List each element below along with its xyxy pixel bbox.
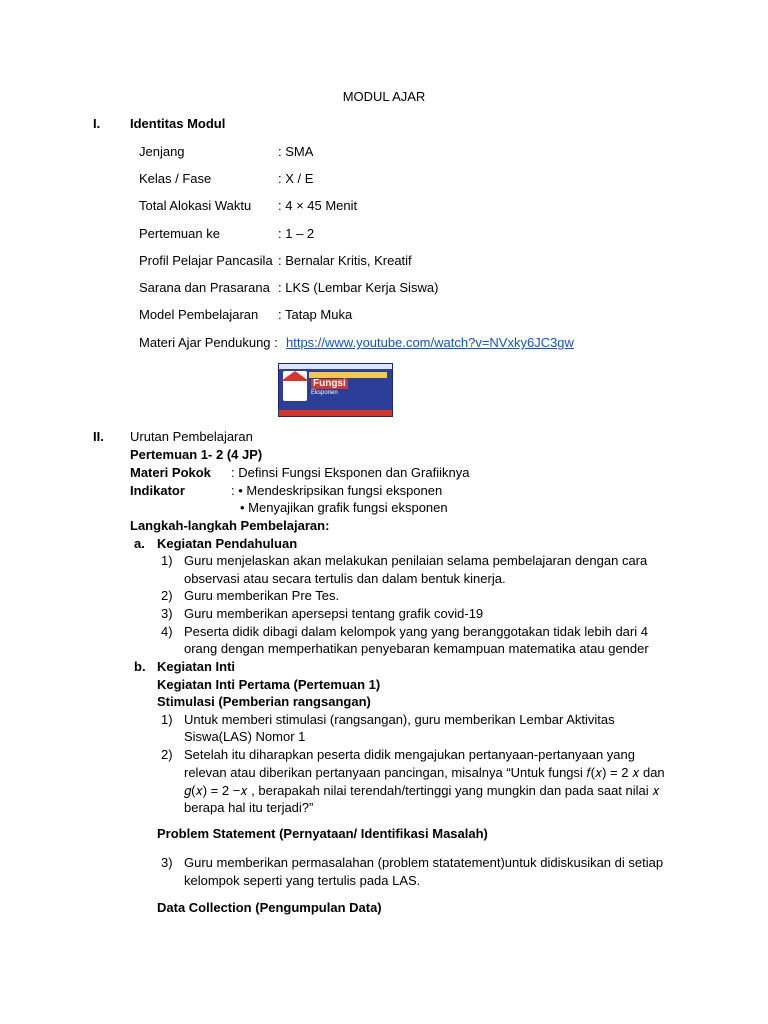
stimulasi-heading: Stimulasi (Pemberian rangsangan): [157, 694, 371, 709]
p-item-3-number: 3): [161, 855, 173, 870]
b-item-2-line-4: berapa hal itu terjadi?”: [184, 800, 314, 815]
a-item-4-number: 4): [161, 624, 173, 639]
data-collection-heading: Data Collection (Pengumpulan Data): [157, 900, 382, 915]
identity-value-waktu: : 4 × 45 Menit: [278, 198, 358, 213]
thumbnail-subtitle: Eksponen: [311, 390, 338, 396]
a-item-3-number: 3): [161, 606, 173, 621]
pertemuan-heading: Pertemuan 1- 2 (4 JP): [130, 447, 263, 462]
kegiatan-inti: Kegiatan Inti: [157, 659, 236, 674]
identity-value-sarana: : LKS (Lembar Kerja Siswa): [278, 280, 439, 295]
section-1-title: Identitas Modul: [130, 116, 226, 131]
b-item-2-line-3: 𝑔(𝑥) = 2 −𝑥 , berapakah nilai terendah/tertinggi yang mungkin dan pada saat nilai 𝑥: [184, 783, 660, 798]
kegiatan-inti-pertama: Kegiatan Inti Pertama (Pertemuan 1): [157, 677, 381, 692]
section-2-number: II.: [93, 429, 104, 444]
identity-value-jenjang: : SMA: [278, 144, 314, 159]
identity-value-profil: : Bernalar Kritis, Kreatif: [278, 253, 412, 268]
b-item-1-line-1: Untuk memberi stimulasi (rangsangan), guru memberikan Lembar Aktivitas: [184, 712, 615, 727]
identity-value-kelas: : X / E: [278, 171, 314, 186]
a-item-2-line-1: Guru memberikan Pre Tes.: [184, 588, 340, 603]
a-item-2-number: 2): [161, 588, 173, 603]
roof-icon: [281, 371, 309, 381]
identity-value-model: : Tatap Muka: [278, 307, 353, 322]
identity-key-waktu: Total Alokasi Waktu: [139, 198, 252, 213]
a-item-1-line-2: observasi atau secara tertulis dan dalam bentuk kinerja.: [184, 571, 506, 586]
a-item-4-line-2: orang dengan memperhatikan penyebaran kemampuan matematika atau gender: [184, 641, 649, 656]
identity-value-pertemuan: : 1 – 2: [278, 226, 315, 241]
identity-key-sarana: Sarana dan Prasarana: [139, 280, 270, 295]
identity-key-materi-ajar: Materi Ajar Pendukung :: [139, 335, 278, 350]
b-item-1-line-2: Siswa(LAS) Nomor 1: [184, 729, 306, 744]
youtube-link[interactable]: https://www.youtube.com/watch?v=NVxky6JC3gw: [286, 335, 574, 350]
list-b-letter: b.: [134, 659, 146, 674]
indikator-item-1: : • Mendeskripsikan fungsi eksponen: [231, 483, 443, 498]
b-item-2-line-2: relevan atau diberikan pertanyaan pancingan, misalnya “Untuk fungsi 𝑓(𝑥) = 2 𝑥 dan: [184, 765, 665, 780]
a-item-3-line-1: Guru memberikan apersepsi tentang grafik covid-19: [184, 606, 484, 621]
identity-key-pertemuan: Pertemuan ke: [139, 226, 220, 241]
video-thumbnail[interactable]: [278, 363, 393, 417]
problem-statement-heading: Problem Statement (Pernyataan/ Identifikasi Masalah): [157, 826, 488, 841]
materi-pokok-value: : Definsi Fungsi Eksponen dan Grafiiknya: [231, 465, 470, 480]
b-item-1-number: 1): [161, 712, 173, 727]
a-item-4-line-1: Peserta didik dibagi dalam kelompok yang yang beranggotakan tidak lebih dari 4: [184, 624, 648, 639]
materi-pokok-label: Materi Pokok: [130, 465, 211, 480]
kegiatan-pendahuluan: Kegiatan Pendahuluan: [157, 536, 298, 551]
p-item-3-line-1: Guru memberikan permasalahan (problem statatement)untuk didiskusikan di setiap: [184, 855, 664, 870]
indikator-label: Indikator: [130, 483, 185, 498]
a-item-1-line-1: Guru menjelaskan akan melakukan penilaian selama pembelajaran dengan cara: [184, 553, 648, 568]
identity-key-model: Model Pembelajaran: [139, 307, 259, 322]
thumbnail-title: Fungsi: [313, 378, 346, 389]
section-1-number: I.: [93, 116, 101, 131]
thumbnail-top-strip: [279, 364, 392, 369]
document-title: MODUL AJAR: [342, 89, 426, 104]
identity-key-kelas: Kelas / Fase: [139, 171, 212, 186]
langkah-heading: Langkah-langkah Pembelajaran:: [130, 518, 330, 533]
identity-key-profil: Profil Pelajar Pancasila: [139, 253, 273, 268]
indikator-item-2: • Menyajikan grafik fungsi eksponen: [240, 500, 448, 515]
b-item-2-line-1: Setelah itu diharapkan peserta didik mengajukan pertanyaan-pertanyaan yang: [184, 747, 635, 762]
list-a-letter: a.: [134, 536, 145, 551]
thumbnail-bottom-strip: [279, 410, 392, 416]
p-item-3-line-2: kelompok seperti yang tertulis pada LAS.: [184, 873, 421, 888]
section-2-title: Urutan Pembelajaran: [130, 429, 253, 444]
b-item-2-number: 2): [161, 747, 173, 762]
a-item-1-number: 1): [161, 553, 173, 568]
identity-key-jenjang: Jenjang: [139, 144, 185, 159]
